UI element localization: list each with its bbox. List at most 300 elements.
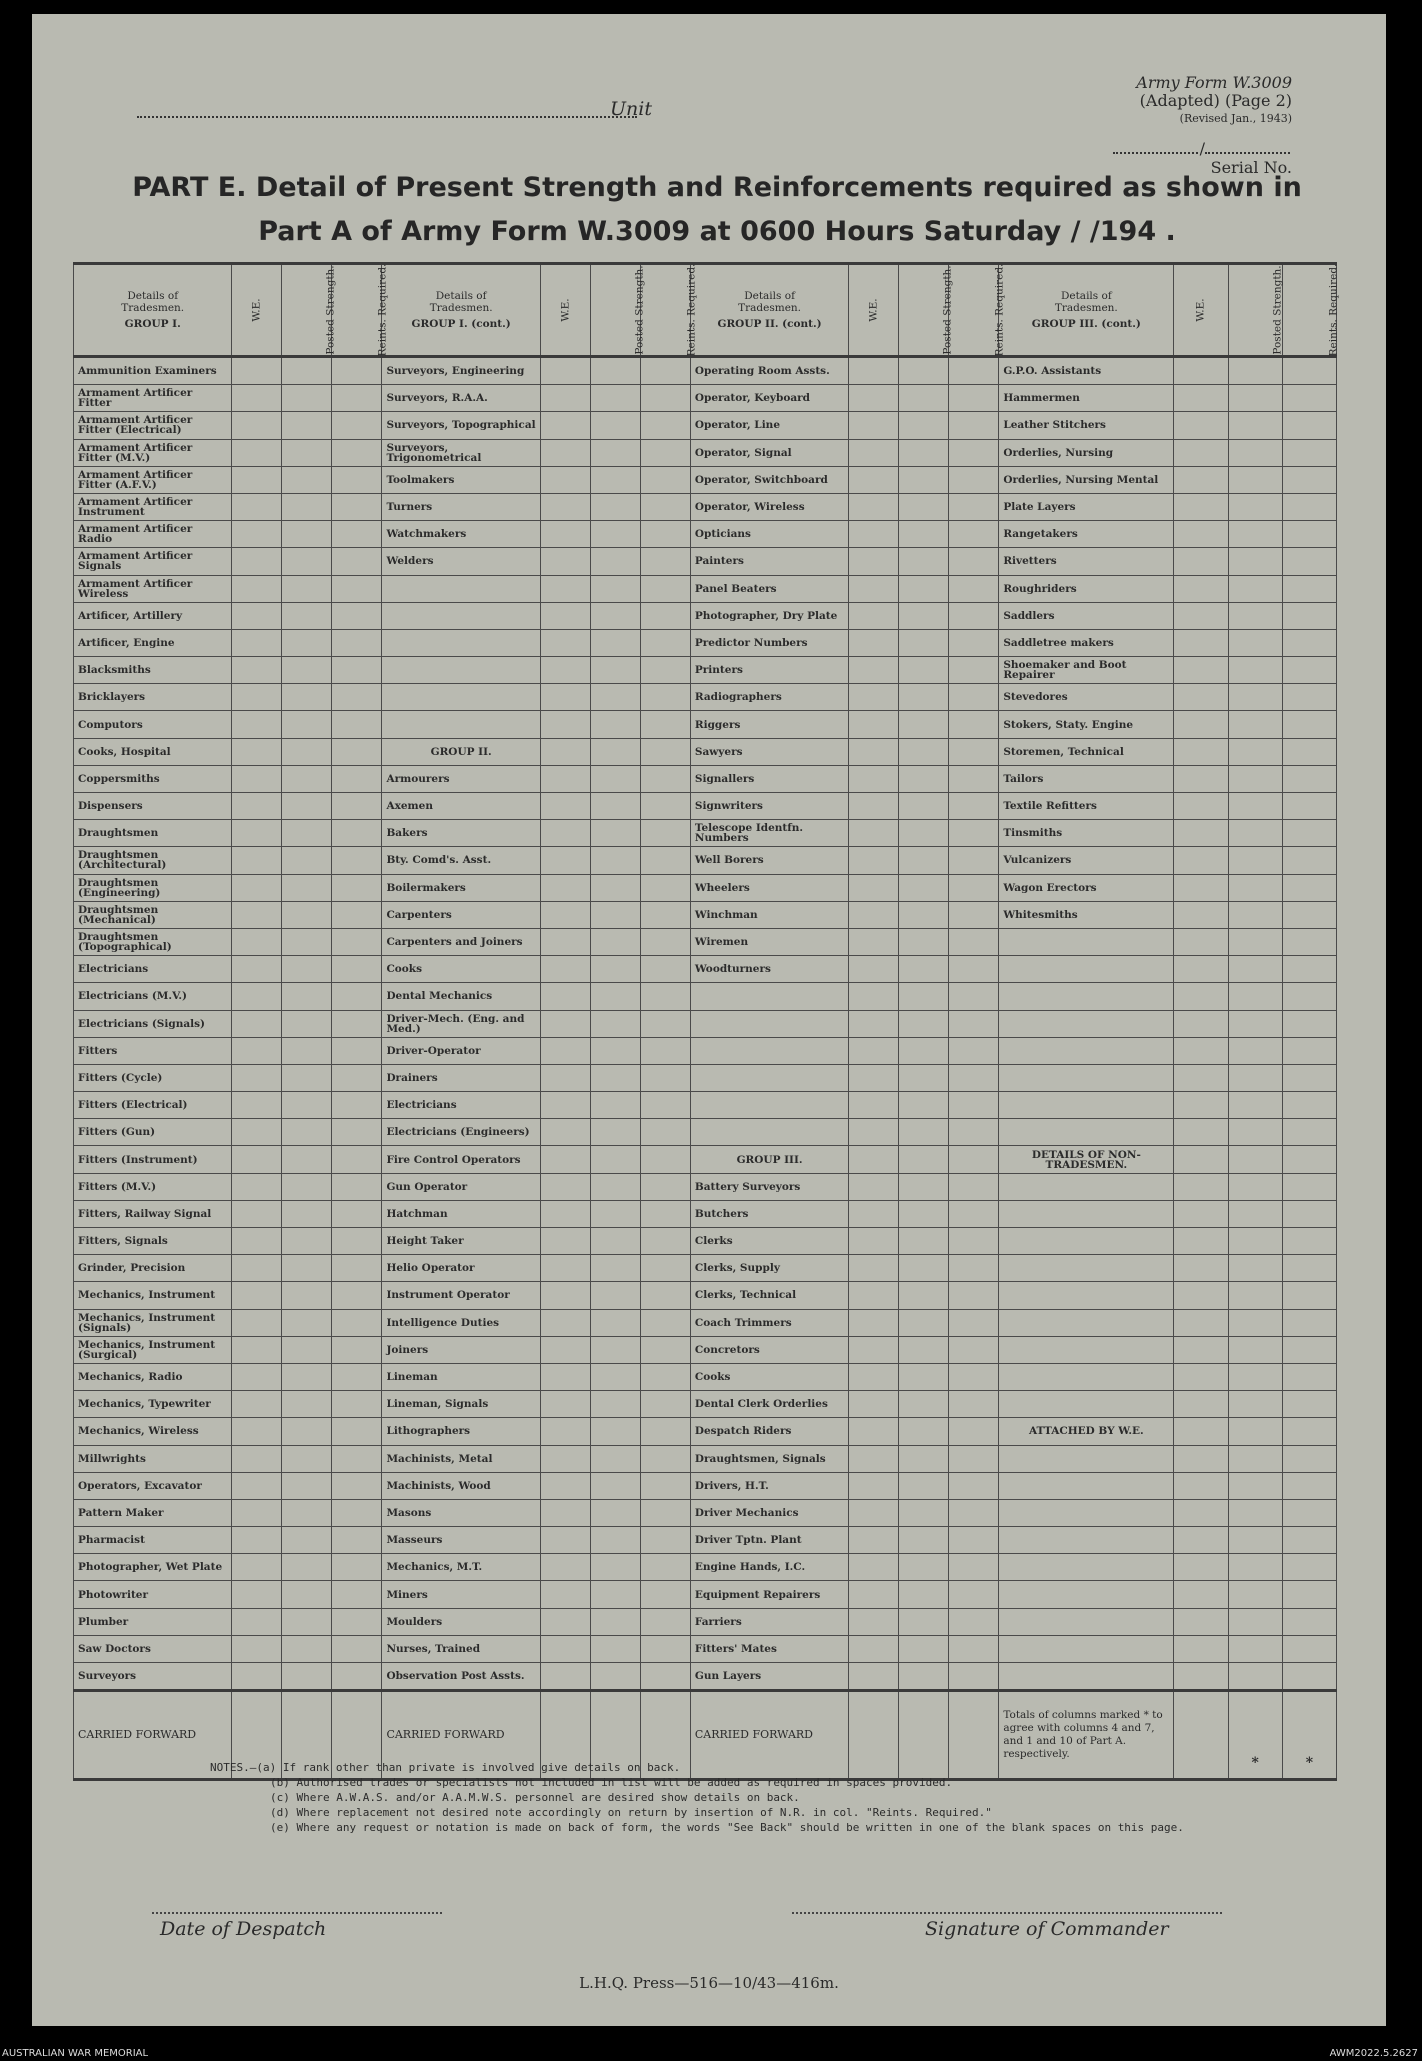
- blank-trade-entry[interactable]: [382, 684, 540, 711]
- entry-we[interactable]: [540, 928, 590, 955]
- entry-posted[interactable]: [282, 629, 332, 656]
- entry-we[interactable]: [1174, 1418, 1228, 1445]
- entry-we[interactable]: [849, 1363, 899, 1390]
- entry-reints[interactable]: [640, 1037, 690, 1064]
- entry-reints[interactable]: [640, 629, 690, 656]
- entry-posted[interactable]: [590, 820, 640, 847]
- entry-we[interactable]: [1174, 874, 1228, 901]
- blank-trade-entry[interactable]: [999, 1037, 1174, 1064]
- entry-reints[interactable]: [949, 521, 999, 548]
- entry-reints[interactable]: [640, 439, 690, 466]
- entry-posted[interactable]: [1228, 1635, 1282, 1662]
- entry-reints[interactable]: [949, 1363, 999, 1390]
- entry-posted[interactable]: [899, 1663, 949, 1691]
- entry-reints[interactable]: [1282, 357, 1336, 385]
- entry-we[interactable]: [1174, 1173, 1228, 1200]
- entry-we[interactable]: [540, 1581, 590, 1608]
- entry-posted[interactable]: [590, 1527, 640, 1554]
- entry-we[interactable]: [232, 1608, 282, 1635]
- entry-we[interactable]: [849, 738, 899, 765]
- entry-posted[interactable]: [1228, 901, 1282, 928]
- entry-reints[interactable]: [949, 385, 999, 412]
- entry-posted[interactable]: [282, 820, 332, 847]
- entry-posted[interactable]: [282, 1010, 332, 1037]
- entry-posted[interactable]: [1228, 1173, 1282, 1200]
- entry-posted[interactable]: [590, 901, 640, 928]
- entry-reints[interactable]: [949, 847, 999, 874]
- entry-reints[interactable]: [332, 765, 382, 792]
- entry-reints[interactable]: [332, 1282, 382, 1309]
- entry-posted[interactable]: [590, 1472, 640, 1499]
- entry-posted[interactable]: [282, 1527, 332, 1554]
- entry-we[interactable]: [232, 548, 282, 575]
- entry-we[interactable]: [1174, 1581, 1228, 1608]
- entry-reints[interactable]: [332, 1391, 382, 1418]
- blank-trade-entry[interactable]: [999, 1228, 1174, 1255]
- entry-reints[interactable]: [1282, 1472, 1336, 1499]
- entry-we[interactable]: [232, 1255, 282, 1282]
- entry-we[interactable]: [849, 1228, 899, 1255]
- entry-posted[interactable]: [899, 521, 949, 548]
- entry-reints[interactable]: [949, 548, 999, 575]
- entry-posted[interactable]: [899, 548, 949, 575]
- entry-reints[interactable]: [1282, 684, 1336, 711]
- entry-posted[interactable]: [282, 711, 332, 738]
- entry-reints[interactable]: [949, 1581, 999, 1608]
- entry-we[interactable]: [849, 439, 899, 466]
- entry-we[interactable]: [540, 1363, 590, 1390]
- entry-reints[interactable]: [1282, 1581, 1336, 1608]
- entry-we[interactable]: [540, 629, 590, 656]
- entry-posted[interactable]: [899, 385, 949, 412]
- entry-reints[interactable]: [1282, 1228, 1336, 1255]
- entry-we[interactable]: [849, 575, 899, 602]
- entry-we[interactable]: [232, 1581, 282, 1608]
- entry-we[interactable]: [540, 1445, 590, 1472]
- entry-we[interactable]: [849, 1309, 899, 1336]
- entry-reints[interactable]: [949, 466, 999, 493]
- entry-we[interactable]: [232, 793, 282, 820]
- entry-reints[interactable]: [640, 521, 690, 548]
- entry-reints[interactable]: [640, 657, 690, 684]
- entry-we[interactable]: [540, 521, 590, 548]
- blank-trade-entry[interactable]: [382, 711, 540, 738]
- blank-trade-entry[interactable]: [999, 1635, 1174, 1662]
- entry-reints[interactable]: [332, 602, 382, 629]
- entry-reints[interactable]: [332, 466, 382, 493]
- blank-trade-entry[interactable]: [999, 1608, 1174, 1635]
- entry-reints[interactable]: [332, 1581, 382, 1608]
- entry-reints[interactable]: [640, 1391, 690, 1418]
- entry-reints[interactable]: [1282, 575, 1336, 602]
- blank-trade-entry[interactable]: [690, 1064, 848, 1091]
- entry-reints[interactable]: [332, 493, 382, 520]
- entry-reints[interactable]: [1282, 956, 1336, 983]
- entry-reints[interactable]: [949, 412, 999, 439]
- blank-trade-entry[interactable]: [999, 1554, 1174, 1581]
- entry-we[interactable]: [540, 1309, 590, 1336]
- entry-reints[interactable]: [1282, 1309, 1336, 1336]
- entry-posted[interactable]: [899, 1635, 949, 1662]
- entry-reints[interactable]: [332, 1635, 382, 1662]
- entry-we[interactable]: [232, 629, 282, 656]
- blank-trade-entry[interactable]: [690, 1010, 848, 1037]
- entry-reints[interactable]: [949, 1391, 999, 1418]
- entry-we[interactable]: [540, 983, 590, 1010]
- entry-reints[interactable]: [640, 385, 690, 412]
- entry-posted[interactable]: [1228, 1092, 1282, 1119]
- entry-reints[interactable]: [332, 1309, 382, 1336]
- entry-we[interactable]: [540, 711, 590, 738]
- entry-reints[interactable]: [1282, 493, 1336, 520]
- entry-we[interactable]: [232, 1173, 282, 1200]
- entry-posted[interactable]: [590, 1228, 640, 1255]
- entry-reints[interactable]: [1282, 521, 1336, 548]
- blank-trade-entry[interactable]: [382, 629, 540, 656]
- blank-trade-entry[interactable]: [382, 602, 540, 629]
- entry-reints[interactable]: [1282, 1608, 1336, 1635]
- entry-we[interactable]: [232, 602, 282, 629]
- entry-posted[interactable]: [1228, 1336, 1282, 1363]
- entry-posted[interactable]: [1228, 793, 1282, 820]
- entry-we[interactable]: [1174, 657, 1228, 684]
- entry-posted[interactable]: [899, 1581, 949, 1608]
- entry-we[interactable]: [849, 1445, 899, 1472]
- entry-reints[interactable]: [332, 1499, 382, 1526]
- entry-posted[interactable]: [282, 1336, 332, 1363]
- entry-reints[interactable]: [332, 874, 382, 901]
- entry-we[interactable]: [540, 1092, 590, 1119]
- entry-posted[interactable]: [590, 1200, 640, 1227]
- entry-posted[interactable]: [899, 466, 949, 493]
- entry-reints[interactable]: [949, 684, 999, 711]
- entry-posted[interactable]: [1228, 548, 1282, 575]
- entry-we[interactable]: [1174, 1146, 1228, 1173]
- entry-reints[interactable]: [1282, 983, 1336, 1010]
- entry-we[interactable]: [849, 1472, 899, 1499]
- entry-we[interactable]: [232, 983, 282, 1010]
- entry-reints[interactable]: [332, 385, 382, 412]
- entry-reints[interactable]: [640, 1608, 690, 1635]
- entry-posted[interactable]: [899, 1282, 949, 1309]
- entry-we[interactable]: [232, 466, 282, 493]
- entry-reints[interactable]: [332, 1527, 382, 1554]
- entry-posted[interactable]: [590, 1092, 640, 1119]
- entry-reints[interactable]: [640, 1309, 690, 1336]
- entry-we[interactable]: [1174, 711, 1228, 738]
- entry-posted[interactable]: [1228, 629, 1282, 656]
- entry-reints[interactable]: [949, 1228, 999, 1255]
- entry-reints[interactable]: [332, 847, 382, 874]
- entry-reints[interactable]: [640, 820, 690, 847]
- entry-we[interactable]: [1174, 439, 1228, 466]
- entry-posted[interactable]: [282, 738, 332, 765]
- entry-posted[interactable]: [590, 1336, 640, 1363]
- entry-posted[interactable]: [282, 956, 332, 983]
- entry-posted[interactable]: [590, 793, 640, 820]
- entry-we[interactable]: [540, 1010, 590, 1037]
- entry-reints[interactable]: [949, 1200, 999, 1227]
- blank-trade-entry[interactable]: [999, 1119, 1174, 1146]
- entry-posted[interactable]: [899, 629, 949, 656]
- entry-posted[interactable]: [590, 1499, 640, 1526]
- entry-reints[interactable]: [640, 1581, 690, 1608]
- entry-we[interactable]: [849, 357, 899, 385]
- entry-posted[interactable]: [899, 1064, 949, 1091]
- entry-we[interactable]: [232, 1663, 282, 1691]
- entry-we[interactable]: [849, 1119, 899, 1146]
- entry-posted[interactable]: [899, 1608, 949, 1635]
- entry-posted[interactable]: [590, 629, 640, 656]
- blank-trade-entry[interactable]: [382, 575, 540, 602]
- entry-we[interactable]: [1174, 928, 1228, 955]
- entry-posted[interactable]: [590, 1391, 640, 1418]
- entry-posted[interactable]: [1228, 1146, 1282, 1173]
- entry-posted[interactable]: [590, 1255, 640, 1282]
- entry-posted[interactable]: [899, 1554, 949, 1581]
- entry-reints[interactable]: [1282, 466, 1336, 493]
- entry-reints[interactable]: [1282, 602, 1336, 629]
- entry-reints[interactable]: [949, 1309, 999, 1336]
- entry-posted[interactable]: [1228, 1499, 1282, 1526]
- entry-we[interactable]: [540, 1282, 590, 1309]
- entry-posted[interactable]: [899, 1037, 949, 1064]
- entry-posted[interactable]: [590, 874, 640, 901]
- entry-posted[interactable]: [899, 575, 949, 602]
- entry-reints[interactable]: [949, 602, 999, 629]
- blank-trade-entry[interactable]: [690, 1037, 848, 1064]
- entry-posted[interactable]: [282, 1200, 332, 1227]
- entry-posted[interactable]: [1228, 874, 1282, 901]
- entry-posted[interactable]: [899, 1173, 949, 1200]
- entry-reints[interactable]: [1282, 1064, 1336, 1091]
- entry-posted[interactable]: [1228, 1119, 1282, 1146]
- entry-we[interactable]: [540, 1527, 590, 1554]
- entry-posted[interactable]: [282, 1228, 332, 1255]
- entry-posted[interactable]: [282, 1064, 332, 1091]
- entry-reints[interactable]: [949, 1445, 999, 1472]
- entry-posted[interactable]: [282, 602, 332, 629]
- entry-posted[interactable]: [1228, 1663, 1282, 1691]
- entry-reints[interactable]: [640, 1173, 690, 1200]
- entry-reints[interactable]: [640, 956, 690, 983]
- entry-we[interactable]: [849, 657, 899, 684]
- entry-we[interactable]: [849, 820, 899, 847]
- entry-we[interactable]: [232, 1391, 282, 1418]
- entry-posted[interactable]: [1228, 820, 1282, 847]
- entry-posted[interactable]: [590, 1635, 640, 1662]
- entry-reints[interactable]: [640, 357, 690, 385]
- entry-posted[interactable]: [899, 1309, 949, 1336]
- entry-we[interactable]: [849, 1173, 899, 1200]
- entry-we[interactable]: [540, 1663, 590, 1691]
- entry-reints[interactable]: [640, 1635, 690, 1662]
- entry-posted[interactable]: [899, 901, 949, 928]
- entry-we[interactable]: [849, 1255, 899, 1282]
- blank-trade-entry[interactable]: [999, 956, 1174, 983]
- entry-posted[interactable]: [1228, 684, 1282, 711]
- entry-reints[interactable]: [332, 1663, 382, 1691]
- entry-reints[interactable]: [640, 928, 690, 955]
- entry-posted[interactable]: [282, 412, 332, 439]
- entry-we[interactable]: [1174, 1472, 1228, 1499]
- entry-posted[interactable]: [282, 1445, 332, 1472]
- entry-we[interactable]: [1174, 820, 1228, 847]
- entry-reints[interactable]: [949, 983, 999, 1010]
- entry-reints[interactable]: [332, 1173, 382, 1200]
- blank-trade-entry[interactable]: [690, 1092, 848, 1119]
- entry-we[interactable]: [232, 575, 282, 602]
- entry-we[interactable]: [849, 1581, 899, 1608]
- entry-reints[interactable]: [640, 466, 690, 493]
- blank-trade-entry[interactable]: [999, 1391, 1174, 1418]
- entry-we[interactable]: [540, 684, 590, 711]
- entry-reints[interactable]: [332, 1255, 382, 1282]
- blank-trade-entry[interactable]: [999, 1527, 1174, 1554]
- entry-we[interactable]: [540, 357, 590, 385]
- entry-we[interactable]: [232, 874, 282, 901]
- entry-posted[interactable]: [590, 956, 640, 983]
- entry-reints[interactable]: [949, 820, 999, 847]
- entry-we[interactable]: [540, 1499, 590, 1526]
- entry-we[interactable]: [849, 956, 899, 983]
- entry-posted[interactable]: [899, 357, 949, 385]
- entry-we[interactable]: [1174, 956, 1228, 983]
- entry-posted[interactable]: [590, 1581, 640, 1608]
- entry-reints[interactable]: [640, 1418, 690, 1445]
- entry-we[interactable]: [849, 901, 899, 928]
- entry-we[interactable]: [232, 738, 282, 765]
- entry-reints[interactable]: [332, 1472, 382, 1499]
- entry-posted[interactable]: [1228, 439, 1282, 466]
- entry-we[interactable]: [1174, 602, 1228, 629]
- entry-we[interactable]: [232, 820, 282, 847]
- entry-posted[interactable]: [282, 1663, 332, 1691]
- entry-we[interactable]: [849, 521, 899, 548]
- blank-trade-entry[interactable]: [690, 1119, 848, 1146]
- blank-trade-entry[interactable]: [999, 1336, 1174, 1363]
- entry-reints[interactable]: [332, 1146, 382, 1173]
- entry-posted[interactable]: [899, 1092, 949, 1119]
- entry-posted[interactable]: [590, 711, 640, 738]
- entry-reints[interactable]: [949, 956, 999, 983]
- entry-we[interactable]: [1174, 1663, 1228, 1691]
- entry-we[interactable]: [540, 1554, 590, 1581]
- entry-we[interactable]: [1174, 1635, 1228, 1662]
- entry-posted[interactable]: [1228, 357, 1282, 385]
- entry-posted[interactable]: [590, 1418, 640, 1445]
- entry-we[interactable]: [849, 1499, 899, 1526]
- entry-posted[interactable]: [590, 602, 640, 629]
- entry-posted[interactable]: [590, 1309, 640, 1336]
- entry-we[interactable]: [849, 602, 899, 629]
- entry-posted[interactable]: [1228, 983, 1282, 1010]
- entry-we[interactable]: [849, 1418, 899, 1445]
- entry-reints[interactable]: [1282, 1173, 1336, 1200]
- entry-reints[interactable]: [949, 1146, 999, 1173]
- entry-reints[interactable]: [949, 765, 999, 792]
- entry-we[interactable]: [1174, 1119, 1228, 1146]
- entry-reints[interactable]: [640, 1499, 690, 1526]
- blank-trade-entry[interactable]: [999, 1472, 1174, 1499]
- entry-posted[interactable]: [1228, 765, 1282, 792]
- entry-we[interactable]: [1174, 1336, 1228, 1363]
- entry-we[interactable]: [232, 439, 282, 466]
- entry-we[interactable]: [232, 657, 282, 684]
- entry-we[interactable]: [232, 847, 282, 874]
- entry-posted[interactable]: [1228, 1309, 1282, 1336]
- entry-reints[interactable]: [1282, 1663, 1336, 1691]
- entry-reints[interactable]: [1282, 1282, 1336, 1309]
- entry-we[interactable]: [1174, 1391, 1228, 1418]
- entry-reints[interactable]: [640, 1119, 690, 1146]
- entry-posted[interactable]: [899, 983, 949, 1010]
- entry-reints[interactable]: [640, 1445, 690, 1472]
- blank-trade-entry[interactable]: [999, 928, 1174, 955]
- entry-we[interactable]: [1174, 1309, 1228, 1336]
- entry-we[interactable]: [1174, 1037, 1228, 1064]
- entry-posted[interactable]: [282, 847, 332, 874]
- entry-we[interactable]: [849, 983, 899, 1010]
- entry-reints[interactable]: [1282, 657, 1336, 684]
- entry-posted[interactable]: [1228, 602, 1282, 629]
- entry-reints[interactable]: [1282, 1554, 1336, 1581]
- entry-posted[interactable]: [899, 1472, 949, 1499]
- blank-trade-entry[interactable]: [999, 1282, 1174, 1309]
- entry-reints[interactable]: [332, 820, 382, 847]
- entry-we[interactable]: [540, 1146, 590, 1173]
- entry-we[interactable]: [540, 1336, 590, 1363]
- entry-reints[interactable]: [332, 684, 382, 711]
- entry-we[interactable]: [1174, 1228, 1228, 1255]
- entry-we[interactable]: [232, 493, 282, 520]
- entry-we[interactable]: [849, 466, 899, 493]
- entry-we[interactable]: [540, 874, 590, 901]
- entry-we[interactable]: [540, 1064, 590, 1091]
- entry-reints[interactable]: [640, 1363, 690, 1390]
- entry-we[interactable]: [849, 1064, 899, 1091]
- entry-reints[interactable]: [949, 493, 999, 520]
- entry-reints[interactable]: [332, 657, 382, 684]
- entry-reints[interactable]: [332, 1010, 382, 1037]
- entry-we[interactable]: [1174, 548, 1228, 575]
- entry-reints[interactable]: [332, 629, 382, 656]
- entry-reints[interactable]: [640, 412, 690, 439]
- blank-trade-entry[interactable]: [999, 1499, 1174, 1526]
- entry-reints[interactable]: [1282, 1499, 1336, 1526]
- entry-posted[interactable]: [282, 385, 332, 412]
- entry-posted[interactable]: [282, 1391, 332, 1418]
- entry-posted[interactable]: [899, 1418, 949, 1445]
- entry-reints[interactable]: [640, 493, 690, 520]
- entry-we[interactable]: [232, 412, 282, 439]
- entry-posted[interactable]: [282, 1119, 332, 1146]
- entry-posted[interactable]: [1228, 1228, 1282, 1255]
- entry-posted[interactable]: [590, 521, 640, 548]
- entry-reints[interactable]: [1282, 629, 1336, 656]
- entry-reints[interactable]: [640, 765, 690, 792]
- entry-reints[interactable]: [640, 793, 690, 820]
- entry-posted[interactable]: [282, 793, 332, 820]
- entry-we[interactable]: [232, 521, 282, 548]
- entry-we[interactable]: [232, 1037, 282, 1064]
- entry-posted[interactable]: [1228, 1282, 1282, 1309]
- entry-we[interactable]: [232, 1418, 282, 1445]
- entry-we[interactable]: [540, 466, 590, 493]
- entry-posted[interactable]: [282, 575, 332, 602]
- entry-we[interactable]: [232, 1363, 282, 1390]
- entry-reints[interactable]: [640, 1010, 690, 1037]
